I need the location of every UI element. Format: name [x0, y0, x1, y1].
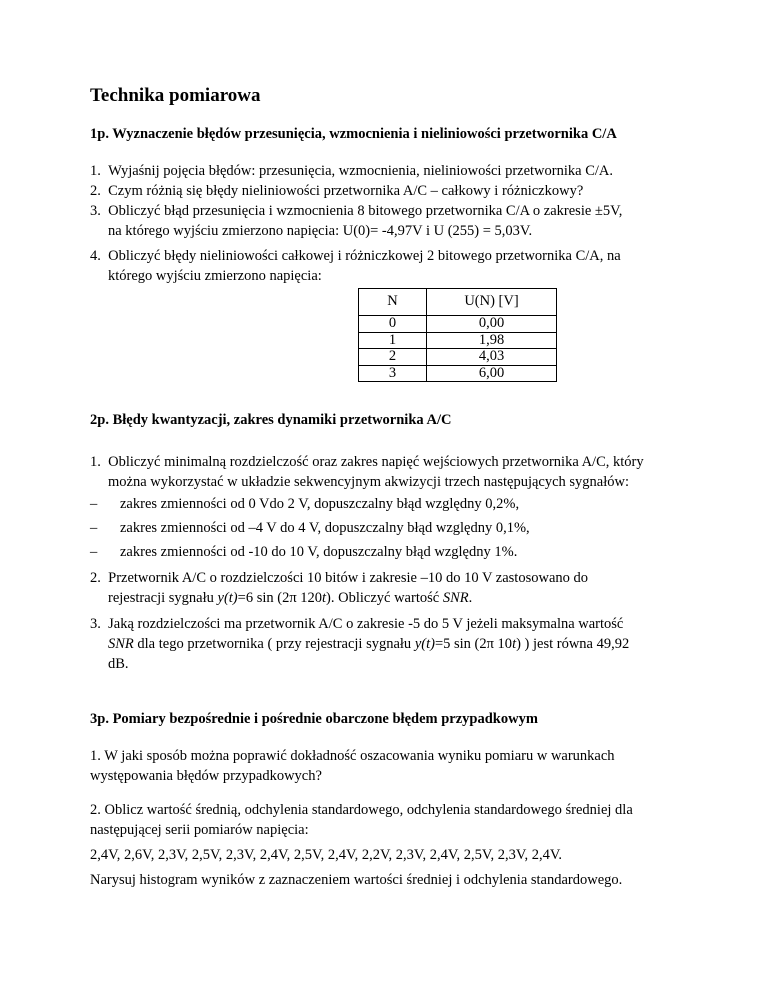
list-item-continuation: dB. [108, 656, 129, 672]
list-item: 3. Jaką rozdzielczości ma przetwornik A/C o zakresie -5 do 5 V jeżeli maksymalna wartość [90, 616, 624, 632]
list-item-continuation: rejestracji sygnału y(t)=6 sin (2π 120t). Obliczyć wartość SNR. [108, 590, 473, 606]
page-title: Technika pomiarowa [90, 85, 261, 106]
list-item: 2. Czym różnią się błędy nieliniowości przetwornika A/C – całkowy i różniczkowy? [90, 183, 584, 199]
table-cell: 1 [359, 332, 427, 349]
table-cell: 1,98 [427, 332, 557, 349]
table-cell: 2 [359, 349, 427, 366]
list-item-continuation: SNR dla tego przetwornika ( przy rejestracji sygnału y(t)=5 sin (2π 10t) ) jest równa 49,92 [108, 636, 630, 652]
table-cell: 0 [359, 316, 427, 333]
paragraph: występowania błędów przypadkowych? [90, 768, 322, 784]
table-header-cell: U(N) [V] [427, 289, 557, 316]
measurement-series: 2,4V, 2,6V, 2,3V, 2,5V, 2,3V, 2,4V, 2,5V, 2,4V, 2,2V, 2,3V, 2,4V, 2,5V, 2,3V, 2,4V. [90, 847, 563, 863]
table-row [359, 332, 557, 349]
table-cell: 4,03 [427, 349, 557, 366]
paragraph: 2. Oblicz wartość średnią, odchylenia standardowego, odchylenia standardowego średniej dla [90, 802, 633, 818]
table-row [359, 316, 557, 333]
paragraph: następującej serii pomiarów napięcia: [90, 822, 309, 838]
dash-item: – zakres zmienności od 0 Vdo 2 V, dopuszczalny błąd względny 0,2%, [90, 496, 520, 512]
paragraph: Narysuj histogram wyników z zaznaczeniem wartości średniej i odchylenia standardowego. [90, 872, 623, 888]
list-item-continuation: na którego wyjściu zmierzono napięcia: U(0)= -4,97V i U (255) = 5,03V. [108, 223, 533, 239]
table-cell: 6,00 [427, 365, 557, 382]
list-item: 1. Obliczyć minimalną rozdzielczość oraz zakres napięć wejściowych przetwornika A/C, który [90, 454, 644, 470]
list-item: 3. Obliczyć błąd przesunięcia i wzmocnienia 8 bitowego przetwornika C/A o zakresie ±5V, [90, 203, 623, 219]
list-item-continuation: można wykorzystać w układzie sekwencyjnym akwizycji trzech następujących sygnałów: [108, 474, 630, 490]
section-3-heading: 3p. Pomiary bezpośrednie i pośrednie obarczone błędem przypadkowym [90, 711, 538, 727]
table-header-cell: N [359, 289, 427, 316]
list-item-continuation: którego wyjściu zmierzono napięcia: [108, 268, 322, 284]
list-item: 2. Przetwornik A/C o rozdzielczości 10 bitów i zakresie –10 do 10 V zastosowano do [90, 570, 589, 586]
paragraph: 1. W jaki sposób można poprawić dokładność oszacowania wyniku pomiaru w warunkach [90, 748, 615, 764]
table-cell: 0,00 [427, 316, 557, 333]
section-2-heading: 2p. Błędy kwantyzacji, zakres dynamiki przetwornika A/C [90, 412, 452, 428]
dash-item: – zakres zmienności od -10 do 10 V, dopuszczalny błąd względny 1%. [90, 544, 518, 560]
dash-item: – zakres zmienności od –4 V do 4 V, dopuszczalny błąd względny 0,1%, [90, 520, 530, 536]
table-row [359, 349, 557, 366]
table-row [359, 365, 557, 382]
table-header-row [359, 289, 557, 316]
list-item: 4. Obliczyć błędy nieliniowości całkowej i różniczkowej 2 bitowego przetwornika C/A, na [90, 248, 621, 264]
section-1-heading: 1p. Wyznaczenie błędów przesunięcia, wzmocnienia i nieliniowości przetwornika C/A [90, 126, 617, 142]
voltage-table [358, 288, 557, 382]
table-cell: 3 [359, 365, 427, 382]
list-item: 1. Wyjaśnij pojęcia błędów: przesunięcia, wzmocnienia, nieliniowości przetwornika C/A. [90, 163, 613, 179]
